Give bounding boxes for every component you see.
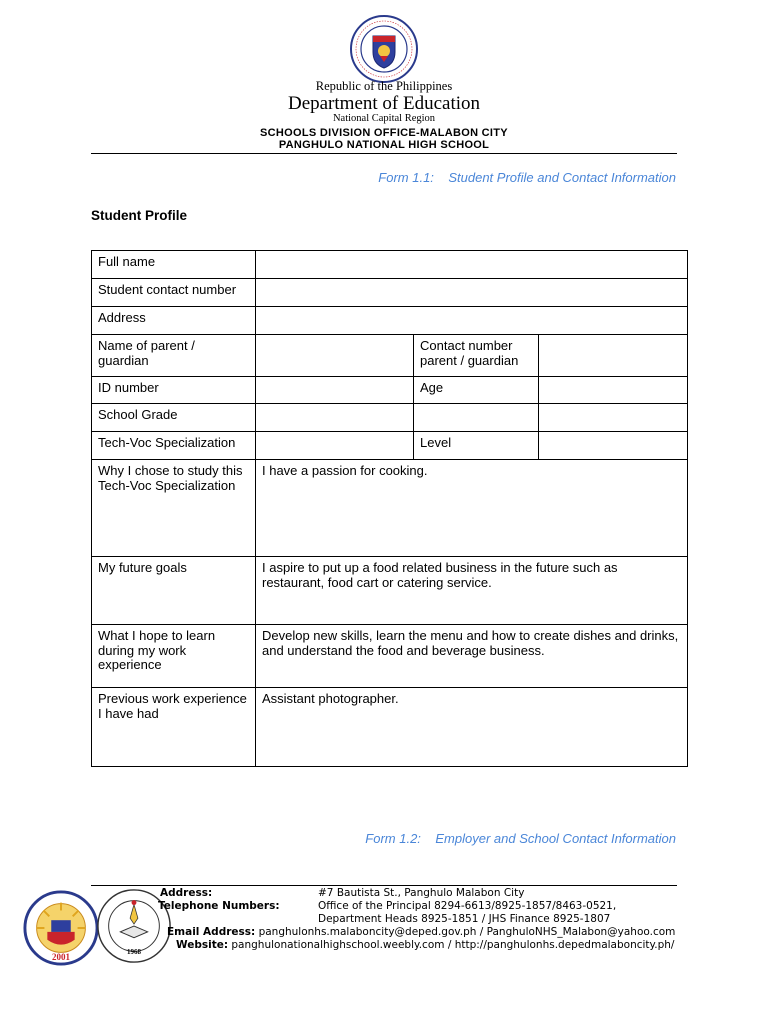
techvoc-label: Tech-Voc Specialization bbox=[92, 432, 256, 460]
region-line: National Capital Region bbox=[332, 113, 436, 124]
form-1-1-caption: Form 1.1: Student Profile and Contact Information bbox=[378, 170, 676, 185]
footer-email-label: Email Address: bbox=[167, 926, 256, 938]
student-contact-label: Student contact number bbox=[92, 279, 256, 307]
why-techvoc-label: Why I chose to study this Tech-Voc Specialization bbox=[92, 460, 256, 557]
footer-phone-label: Telephone Numbers: bbox=[158, 900, 280, 912]
footer-address-label: Address: bbox=[160, 887, 213, 899]
age-label: Age bbox=[414, 377, 539, 404]
table-row bbox=[92, 688, 688, 767]
table-row bbox=[92, 404, 688, 432]
level-field[interactable] bbox=[539, 432, 688, 460]
future-goals-label: My future goals bbox=[92, 557, 256, 625]
footer-website-label: Website: bbox=[176, 939, 229, 951]
previous-work-label: Previous work experience I have had bbox=[92, 688, 256, 767]
age-field[interactable] bbox=[539, 377, 688, 404]
address-field[interactable] bbox=[256, 307, 688, 335]
table-row bbox=[92, 251, 688, 279]
table-row bbox=[92, 557, 688, 625]
parent-contact-field[interactable] bbox=[539, 335, 688, 377]
department-title: Department of Education bbox=[287, 93, 481, 114]
footer-address-value: #7 Bautista St., Panghulo Malabon City bbox=[318, 887, 525, 899]
footer-phone-value-1: Office of the Principal 8294-6613/8925-1857/8463-0521, bbox=[318, 900, 617, 912]
id-number-label: ID number bbox=[92, 377, 256, 404]
parent-name-field[interactable] bbox=[256, 335, 414, 377]
table-row bbox=[92, 432, 688, 460]
sdo-logo-year: 2001 bbox=[52, 952, 70, 962]
why-techvoc-field[interactable]: I have a passion for cooking. bbox=[256, 460, 688, 557]
table-row bbox=[92, 625, 688, 688]
table-row bbox=[92, 460, 688, 557]
section-title: Student Profile bbox=[91, 208, 188, 223]
hope-to-learn-field[interactable]: Develop new skills, learn the menu and how to create dishes and drinks, and understand the food and beverage business. bbox=[256, 625, 688, 688]
school-logo-year: 1968 bbox=[127, 948, 141, 956]
form-1-2-caption: Form 1.2: Employer and School Contact Information bbox=[365, 831, 676, 846]
footer-email-value[interactable]: panghulonhs.malaboncity@deped.gov.ph / PanghuloNHS_Malabon@yahoo.com bbox=[258, 926, 676, 938]
table-row bbox=[92, 377, 688, 404]
school-grade-field[interactable] bbox=[256, 404, 414, 432]
full-name-label: Full name bbox=[92, 251, 256, 279]
division-line: SCHOOLS DIVISION OFFICE-MALABON CITY bbox=[260, 127, 508, 139]
student-profile-table bbox=[91, 250, 688, 767]
table-row bbox=[92, 335, 688, 377]
address-label: Address bbox=[92, 307, 256, 335]
footer-rule bbox=[91, 885, 677, 886]
header-rule bbox=[91, 153, 677, 154]
level-label: Level bbox=[414, 432, 539, 460]
footer-website-value[interactable]: panghulonationalhighschool.weebly.com / http://panghulonhs.depedmalaboncity.ph/ bbox=[231, 939, 675, 951]
blank-cell bbox=[414, 404, 539, 432]
student-contact-field[interactable] bbox=[256, 279, 688, 307]
school-grade-label: School Grade bbox=[92, 404, 256, 432]
school-line: PANGHULO NATIONAL HIGH SCHOOL bbox=[278, 139, 490, 151]
parent-name-label: Name of parent / guardian bbox=[92, 335, 256, 377]
parent-contact-label: Contact number parent / guardian bbox=[414, 335, 539, 377]
table-row bbox=[92, 307, 688, 335]
deped-seal-logo bbox=[349, 14, 419, 84]
republic-line: Republic of the Philippines bbox=[315, 79, 453, 93]
future-goals-field[interactable]: I aspire to put up a food related business in the future such as restaurant, food cart or catering service. bbox=[256, 557, 688, 625]
footer-phone-value-2: Department Heads 8925-1851 / JHS Finance 8925-1807 bbox=[318, 913, 611, 925]
footer-website-line bbox=[176, 939, 674, 952]
table-row bbox=[92, 279, 688, 307]
full-name-field[interactable] bbox=[256, 251, 688, 279]
techvoc-field[interactable] bbox=[256, 432, 414, 460]
previous-work-field[interactable]: Assistant photographer. bbox=[256, 688, 688, 767]
id-number-field[interactable] bbox=[256, 377, 414, 404]
hope-to-learn-label: What I hope to learn during my work experience bbox=[92, 625, 256, 688]
blank-cell bbox=[539, 404, 688, 432]
footer-email-line bbox=[167, 926, 675, 939]
